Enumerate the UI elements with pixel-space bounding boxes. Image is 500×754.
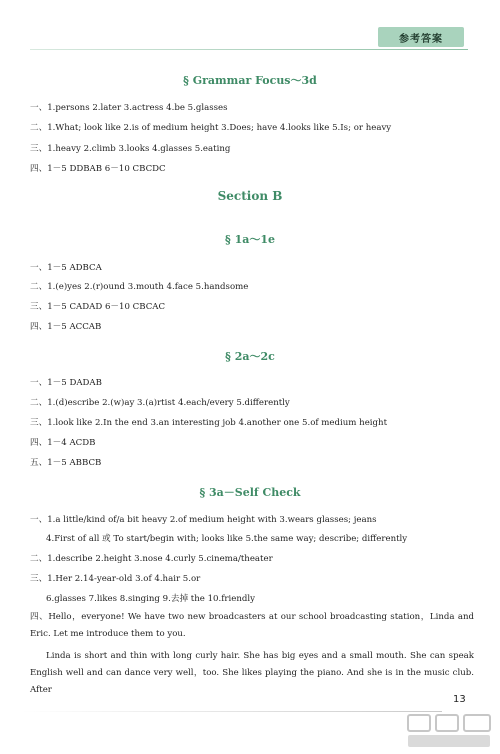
s2a-line-3: 三、1.look like 2.In the end 3.an interesting job 4.another one 5.of medium height xyxy=(30,418,388,428)
page-number: 13 xyxy=(453,694,466,705)
s1a-line-4: 四、1－5 ACCAB xyxy=(30,322,102,332)
s3a-line-1: 一、1.a little/kind of/a bit heavy 2.of medium height with 3.wears glasses; jeans xyxy=(30,515,377,525)
s1a-line-1: 一、1－5 ADBCA xyxy=(30,263,102,273)
s2a-title: § 2a～2c xyxy=(225,350,275,363)
s1a-line-2: 二、1.(e)yes 2.(r)ound 3.mouth 4.face 5.handsome xyxy=(30,282,249,292)
header-divider xyxy=(30,49,468,50)
s3a-line-5: 6.glasses 7.likes 8.singing 9.去掉 the 10.friendly xyxy=(46,594,256,604)
writing-body: Linda is short and thin with long curly hair. She has big eyes and a small mouth. She can speak English well and can dance very well，too. She likes playing the piano. And she is in the music club. After xyxy=(30,651,474,695)
gf-line-2: 二、1.What; look like 2.is of medium height 3.Does; have 4.looks like 5.Is; or heavy xyxy=(30,123,392,133)
gf-line-1: 一、1.persons 2.later 3.actress 4.be 5.glasses xyxy=(30,103,228,113)
s2a-line-2: 二、1.(d)escribe 2.(w)ay 3.(a)rtist 4.each/every 5.differently xyxy=(30,398,290,408)
s3a-line-3: 二、1.describe 2.height 3.nose 4.curly 5.cinema/theater xyxy=(30,554,273,564)
watermark-logo-icon xyxy=(406,712,494,750)
header-tab: 参考答案 xyxy=(378,27,464,47)
s3a-line-4: 三、1.Her 2.14-year-old 3.of 4.hair 5.or xyxy=(30,574,201,584)
gf-line-4: 四、1－5 DDBAB 6－10 CBCDC xyxy=(30,164,166,174)
s3a-title: § 3a－Self Check xyxy=(199,486,301,499)
s1a-title: § 1a～1e xyxy=(224,233,275,246)
s2a-line-1: 一、1－5 DADAB xyxy=(30,378,102,388)
s1a-line-3: 三、1－5 CADAD 6－10 CBCAC xyxy=(30,302,166,312)
gf-line-3: 三、1.heavy 2.climb 3.looks 4.glasses 5.eating xyxy=(30,144,231,154)
footer-divider xyxy=(22,711,442,712)
section-b-title: Section B xyxy=(217,189,283,203)
grammar-focus-title: § Grammar Focus～3d xyxy=(183,74,317,87)
s2a-line-4: 四、1－4 ACDB xyxy=(30,438,96,448)
writing-intro: 四、Hello，everyone! We have two new broadcasters at our school broadcasting station，Linda and Eric. Let me introduce them to you. xyxy=(30,612,474,639)
s2a-line-5: 五、1－5 ABBCB xyxy=(30,458,102,468)
s3a-line-2: 4.First of all 或 To start/begin with; looks like 5.the same way; describe; differently xyxy=(46,534,408,544)
